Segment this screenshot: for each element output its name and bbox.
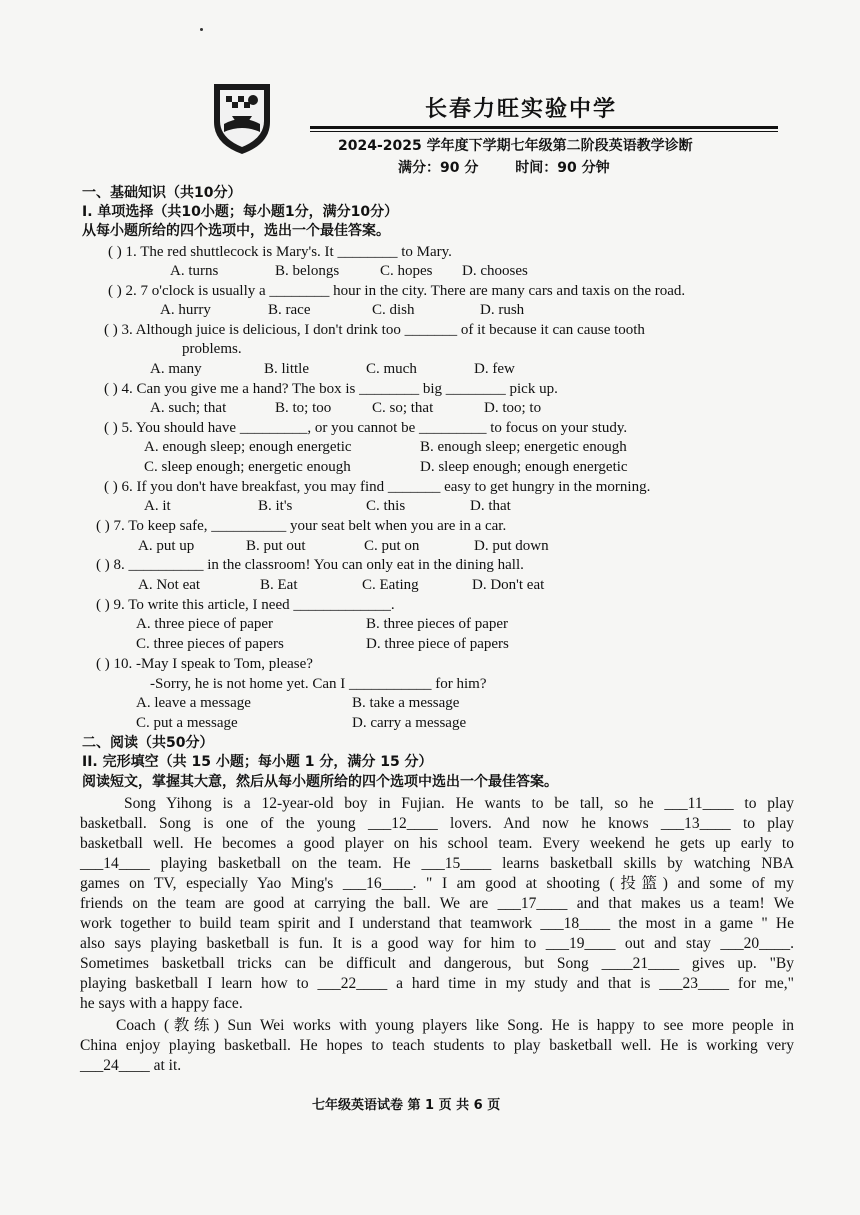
question-10-stem: ( ) 10. -May I speak to Tom, please? (96, 656, 313, 672)
section-1-title: 一、基础知识（共10分） (82, 185, 242, 201)
q2-option-d: D. rush (480, 302, 525, 318)
q1-option-d: D. chooses (462, 263, 528, 279)
q5-option-c: C. sleep enough; energetic enough (144, 459, 351, 475)
exam-time: 时间：90 分钟 (515, 160, 610, 176)
q5-option-d: D. sleep enough; enough energetic (420, 459, 628, 475)
speck (200, 28, 203, 31)
q10-option-b: B. take a message (352, 695, 460, 711)
q7-option-d: D. put down (474, 538, 549, 554)
question-7-stem: ( ) 7. To keep safe, __________ your seat belt when you are in a car. (96, 518, 507, 534)
passage-line: Sometimes basketball tricks can be difficult and dangerous, but Song ____21____ gives up. "By (80, 955, 794, 972)
q9-option-c: C. three pieces of papers (136, 636, 284, 652)
question-10-stem-cont: -Sorry, he is not home yet. Can I ___________ for him? (150, 676, 487, 692)
question-9-stem: ( ) 9. To write this article, I need _____________. (96, 597, 395, 613)
q2-option-b: B. race (268, 302, 311, 318)
passage-line: playing basketball I learn how to ___22____ a hard time in my study and that is ___23____ for me," (80, 975, 794, 992)
q5-option-b: B. enough sleep; energetic enough (420, 439, 627, 455)
q7-option-b: B. put out (246, 538, 306, 554)
q7-option-a: A. put up (138, 538, 195, 554)
passage-line: ___14____ playing basketball on the team. He ___15____ learns basketball skills by watching NBA (80, 855, 794, 872)
q10-option-a: A. leave a message (136, 695, 251, 711)
q9-option-d: D. three piece of papers (366, 636, 509, 652)
part-1-instruction: 从每小题所给的四个选项中，选出一个最佳答案。 (82, 223, 390, 239)
section-2-title: 二、阅读（共50分） (82, 735, 214, 751)
q10-option-c: C. put a message (136, 715, 238, 731)
q1-option-b: B. belongs (275, 263, 340, 279)
q8-option-c: C. Eating (362, 577, 419, 593)
passage-line: Coach (教练) Sun Wei works with young players like Song. He is happy to see more people in (116, 1017, 794, 1034)
passage-line: China enjoy playing basketball. He hopes to teach students to play basketball well. He is working very (80, 1037, 794, 1054)
q10-option-d: D. carry a message (352, 715, 467, 731)
header-rule-thin (310, 131, 778, 132)
full-score: 满分：90 分 (398, 160, 479, 176)
exam-title: 2024-2025 学年度下学期七年级第二阶段英语教学诊断 (338, 138, 693, 154)
question-5-stem: ( ) 5. You should have _________, or you cannot be _________ to focus on your study. (104, 420, 628, 436)
q4-option-a: A. such; that (150, 400, 227, 416)
q6-option-c: C. this (366, 498, 406, 514)
q7-option-c: C. put on (364, 538, 420, 554)
q8-option-b: B. Eat (260, 577, 298, 593)
q3-option-b: B. little (264, 361, 309, 377)
passage-line: basketball well. He becomes a good player on his school team. Every weekend he gets up early to (80, 835, 794, 852)
header-rule (310, 126, 778, 129)
question-3-stem-cont: problems. (182, 341, 242, 357)
question-2-stem: ( ) 2. 7 o'clock is usually a ________ hour in the city. There are many cars and taxis on the road. (108, 283, 686, 299)
school-name: 长春力旺实验中学 (425, 96, 618, 121)
passage-line: friends on the team are good at carrying the ball. We are ___17____ and that makes us a team! We (80, 895, 794, 912)
passage-line: he says with a happy face. (80, 995, 243, 1012)
question-8-stem: ( ) 8. __________ in the classroom! You can only eat in the dining hall. (96, 557, 524, 573)
part-1-title: I. 单项选择（共10小题；每小题1分，满分10分） (82, 204, 399, 220)
question-3-stem: ( ) 3. Although juice is delicious, I don't drink too _______ of it because it can cause tooth (104, 322, 645, 338)
q3-option-a: A. many (150, 361, 202, 377)
part-2-title: II. 完形填空（共 15 小题；每小题 1 分，满分 15 分） (82, 754, 433, 770)
q9-option-b: B. three pieces of paper (366, 616, 509, 632)
school-logo-icon (210, 78, 274, 156)
passage-line: work together to build team spirit and I understand that teamwork ___18____ the most in a game " He (80, 915, 794, 932)
q4-option-d: D. too; to (484, 400, 542, 416)
page-footer: 七年级英语试卷 第 1 页 共 6 页 (312, 1098, 501, 1113)
q2-option-c: C. dish (372, 302, 415, 318)
q5-option-a: A. enough sleep; enough energetic (144, 439, 352, 455)
question-4-stem: ( ) 4. Can you give me a hand? The box is ________ big ________ pick up. (104, 381, 558, 397)
q6-option-b: B. it's (258, 498, 293, 514)
q3-option-d: D. few (474, 361, 515, 377)
q8-option-d: D. Don't eat (472, 577, 545, 593)
q1-option-c: C. hopes (380, 263, 433, 279)
q2-option-a: A. hurry (160, 302, 211, 318)
passage-line: basketball. Song is one of the young ___12____ lovers. And now he knows ___13____ to play (80, 815, 794, 832)
q8-option-a: A. Not eat (138, 577, 201, 593)
q4-option-c: C. so; that (372, 400, 434, 416)
q9-option-a: A. three piece of paper (136, 616, 274, 632)
passage-line: ___24____ at it. (80, 1057, 182, 1074)
question-6-stem: ( ) 6. If you don't have breakfast, you may find _______ easy to get hungry in the morning. (104, 479, 651, 495)
question-1-stem: ( ) 1. The red shuttlecock is Mary's. It ________ to Mary. (108, 244, 452, 260)
q3-option-c: C. much (366, 361, 417, 377)
passage-line: Song Yihong is a 12-year-old boy in Fujian. He wants to be tall, so he ___11____ to play (124, 795, 794, 812)
part-2-instruction: 阅读短文，掌握其大意，然后从每小题所给的四个选项中选出一个最佳答案。 (82, 774, 558, 790)
q6-option-a: A. it (144, 498, 171, 514)
passage-line: games on TV, especially Yao Ming's ___16____. " I am good at shooting (投篮) and some of my (80, 875, 794, 892)
score-time-line (398, 157, 642, 177)
q6-option-d: D. that (470, 498, 511, 514)
passage-line: also says playing basketball is fun. It is a good way for him to ___19____ out and stay ___20____. (80, 935, 794, 952)
q4-option-b: B. to; too (275, 400, 332, 416)
q1-option-a: A. turns (170, 263, 219, 279)
